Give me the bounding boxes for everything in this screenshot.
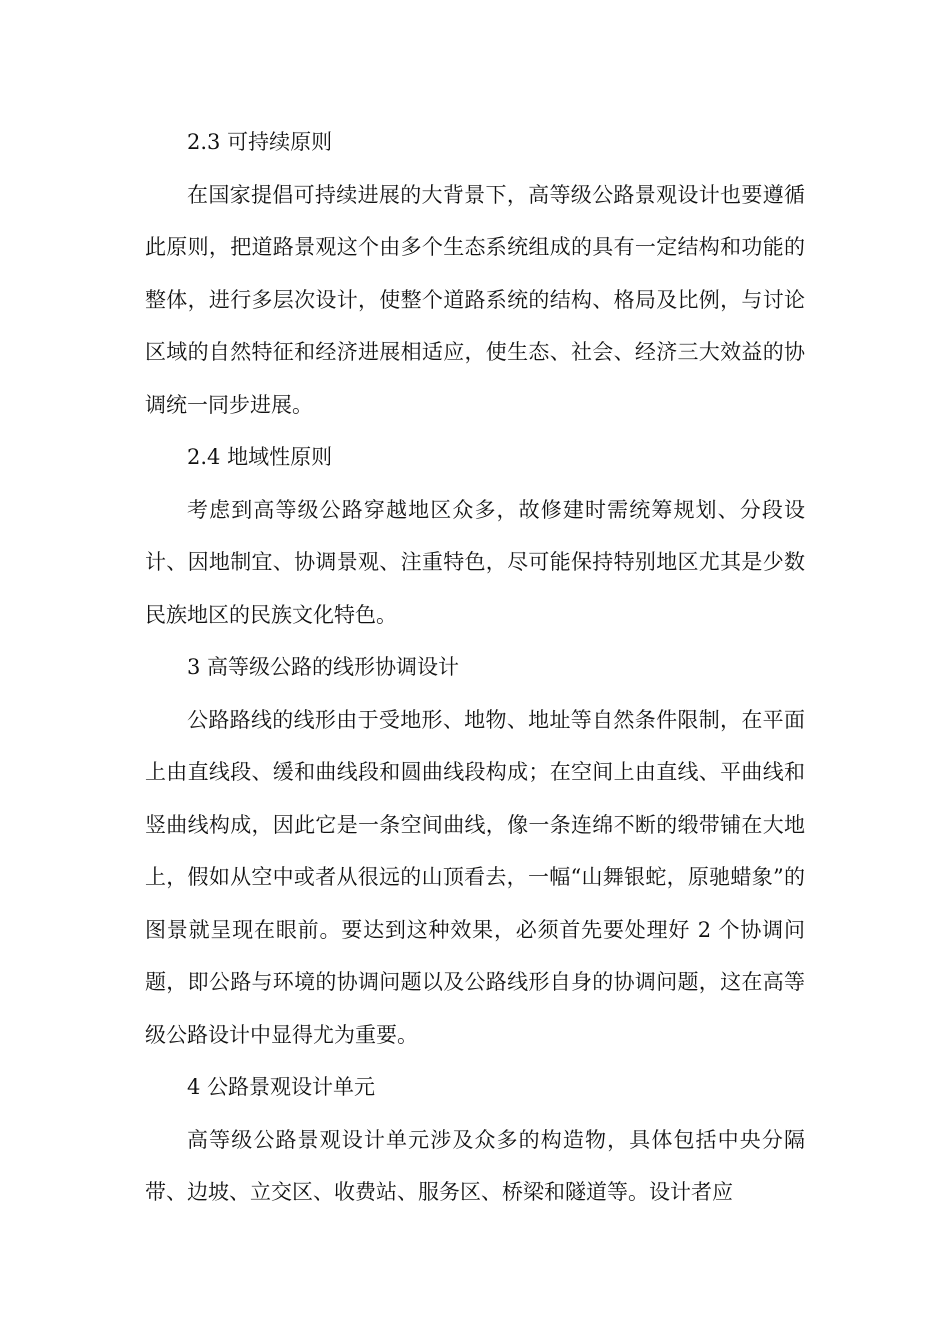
section-heading-2-3: 2.3 可持续原则 [187,130,333,154]
paragraph-regional: 考虑到高等级公路穿越地区众多，故修建时需统筹规划、分段设计、因地制宜、协调景观、注重特色，尽可能保持特别地区尤其是少数民族地区的民族文化特色。 [145,497,805,627]
section-heading-4: 4 公路景观设计单元 [187,1075,376,1099]
paragraph-alignment: 公路路线的线形由于受地形、地物、地址等自然条件限制，在平面上由直线段、缓和曲线段和圆曲线段构成；在空间上由直线、平曲线和竖曲线构成，因此它是一条空间曲线，像一条连绵不断的缎带铺在大地上，假如从空中或者从很远的山顶看去，一幅“山舞银蛇，原驰蜡象”的图景就呈现在眼前。要达到这种效果，必须首先要处理好 2 个协调问题，即公路与环境的协调问题以及公路线形自身的协调问题，这在高等级公路设计中显得尤为重要。 [145,707,805,1047]
paragraph-sustainability: 在国家提倡可持续进展的大背景下，高等级公路景观设计也要遵循此原则，把道路景观这个由多个生态系统组成的具有一定结构和功能的整体，进行多层次设计，使整个道路系统的结构、格局及比例，与讨论区域的自然特征和经济进展相适应，使生态、社会、经济三大效益的协调统一同步进展。 [145,182,805,417]
paragraph-design-units: 高等级公路景观设计单元涉及众多的构造物，具体包括中央分隔带、边坡、立交区、收费站、服务区、桥梁和隧道等。设计者应 [145,1127,805,1204]
document-body [145,116,805,1219]
section-heading-3: 3 高等级公路的线形协调设计 [187,655,460,679]
section-heading-2-4: 2.4 地域性原则 [187,445,333,469]
